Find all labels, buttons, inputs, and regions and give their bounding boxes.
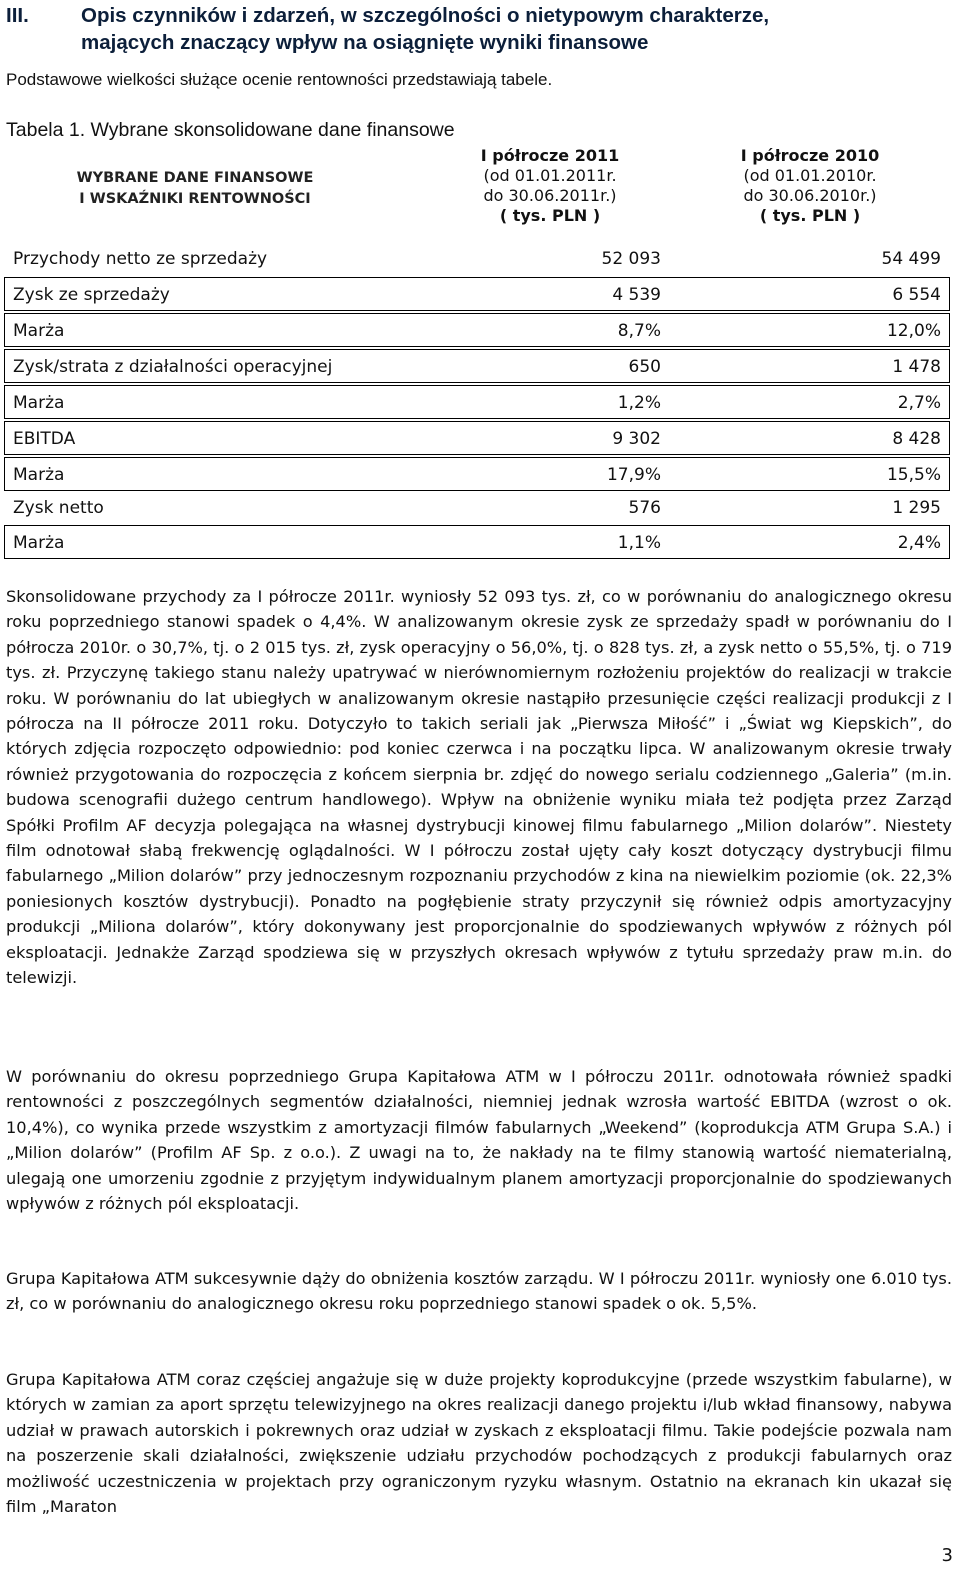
row-label: Zysk netto <box>13 498 104 518</box>
table-row <box>4 385 950 419</box>
column-2011-title: I półrocze 2011 <box>480 146 620 165</box>
table-row <box>4 490 950 524</box>
table-caption: Tabela 1. Wybrane skonsolidowane dane finansowe <box>6 119 455 141</box>
intro-text: Podstawowe wielkości służące ocenie rentowności przedstawiają tabele. <box>6 70 553 89</box>
paragraph-segment-profitability: W porównaniu do okresu poprzedniego Grupa Kapitałowa ATM w I półroczu 2011r. odnotowała również spadki rentowności z poszczególnych segmentów działalności, niemniej jednak wzrosła wartość EBITDA (wzrost o ok. 10,4%), co wynika przede wszystkim z amortyzacji filmów fabularnych „Weekend” (koprodukcja ATM Grupa S.A.) i „Milion dolarów” (Profilm AF Sp. z o.o.). Z uwagi na to, że nakłady na te filmy stanowią wartość niematerialną, ulegają one umorzeniu zgodnie z przyjętym indywidualnym planem amortyzacji proporcjonalnie do spodziewanych wpływów z różnych pól eksploatacji. <box>6 1067 952 1214</box>
row-label: Zysk ze sprzedaży <box>13 285 170 305</box>
table-row <box>4 525 950 559</box>
row-value-2010: 8 428 <box>892 429 941 449</box>
row-label: Marża <box>13 393 65 413</box>
head-label-line-1: WYBRANE DANE FINANSOWE <box>76 170 314 186</box>
column-2011-to: do 30.06.2011r.) <box>483 186 617 205</box>
column-2011-from: (od 01.01.2011r. <box>483 166 617 185</box>
row-value-2010: 12,0% <box>886 321 941 341</box>
table-row <box>4 277 950 311</box>
row-label: Marża <box>13 465 65 485</box>
paragraph-management-costs: Grupa Kapitałowa ATM sukcesywnie dąży do obniżenia kosztów zarządu. W I półroczu 2011r. wyniosły one 6.010 tys. zł, co w porównaniu do analogicznego okresu roku poprzedniego stanowi spadek o ok. 5,5%. <box>6 1269 952 1314</box>
section-title-line-1: Opis czynników i zdarzeń, w szczególności o nietypowym charakterze, <box>81 4 770 27</box>
row-value-2010: 2,7% <box>897 393 941 413</box>
table-row <box>4 313 950 347</box>
section-title-line-2: mających znaczący wpływ na osiągnięte wyniki finansowe <box>81 31 649 54</box>
row-label: Marża <box>13 321 65 341</box>
row-label: EBITDA <box>13 429 76 449</box>
column-header-2010 <box>700 146 920 226</box>
row-value-2011: 17,9% <box>606 465 661 485</box>
row-value-2010: 6 554 <box>892 285 941 305</box>
row-value-2011: 9 302 <box>612 429 661 449</box>
column-2010-title: I półrocze 2010 <box>740 146 880 165</box>
row-value-2011: 576 <box>628 498 661 518</box>
head-label-line-2: I WSKAŹNIKI RENTOWNOŚCI <box>79 191 311 207</box>
row-value-2011: 1,1% <box>617 533 661 553</box>
row-value-2011: 1,2% <box>617 393 661 413</box>
column-2010-to: do 30.06.2010r.) <box>743 186 877 205</box>
row-value-2010: 2,4% <box>897 533 941 553</box>
column-header-2011 <box>430 146 670 226</box>
column-2011-unit: ( tys. PLN ) <box>499 206 601 225</box>
row-value-2010: 15,5% <box>886 465 941 485</box>
table-row <box>4 421 950 455</box>
row-label: Zysk/strata z działalności operacyjnej <box>13 357 333 377</box>
row-label: Przychody netto ze sprzedaży <box>13 249 268 269</box>
column-2010-from: (od 01.01.2010r. <box>743 166 877 185</box>
row-value-2010: 54 499 <box>881 249 941 269</box>
row-value-2011: 52 093 <box>601 249 661 269</box>
row-value-2011: 650 <box>628 357 661 377</box>
row-value-2011: 4 539 <box>612 285 661 305</box>
row-value-2011: 8,7% <box>617 321 661 341</box>
column-2010-unit: ( tys. PLN ) <box>759 206 861 225</box>
section-number: III. <box>6 4 29 27</box>
paragraph-revenue-analysis: Skonsolidowane przychody za I półrocze 2011r. wyniosły 52 093 tys. zł, co w porównaniu do analogicznego okresu roku poprzedniego stanowi spadek o 4,4%. W analizowanym okresie zysk ze sprzedaży spadł w porównaniu do I półrocza 2010r. o 30,7%, tj. o 2 015 tys. zł, zysk operacyjny o 56,0%, tj. o 828 tys. zł, a zysk netto o 55,5%, tj. o 719 tys. zł. Przyczynę takiego stanu należy upatrywać w nierównomiernym rozłożeniu projektów do realizacji w trakcie roku. W porównaniu do lat ubiegłych w analizowanym okresie nastąpiło przesunięcie części realizacji produkcji z I półrocza na II półrocze 2011 roku. Dotyczyło to takich seriali jak „Pierwsza Miłość” i „Świat wg Kiepskich”, do których zdjęcia rozpoczęto odpowiednio: pod koniec czerwca i na początku lipca. W analizowanym okresie trwały również przygotowania do rozpoczęcia z końcem sierpnia br. zdjęć do nowego serialu codziennego „Galeria” (m.in. budowa scenografii dużego centrum handlowego). Wpływ na obniżenie wyniku miała też podjęta przez Zarząd Spółki Profilm AF decyzja polegająca na własnej dystrybucji kinowej filmu fabularnego „Milion dolarów”. Niestety film odnotował słabą frekwencję oglądalności. W I półroczu został ujęty cały koszt dotyczący dystrybucji filmu fabularnego „Milion dolarów” przy jednoczesnym rozpoznaniu przychodów z kina na niewielkim poziomie (ok. 22,3% poniesionych kosztów dystrybucji). Ponadto na pogłębienie straty przyczynił się również odpis amortyzacyjny produkcji „Miliona dolarów”, który dokonywany jest proporcjonalnie do spodziewanych wpływów z różnych pól eksploatacji. Jednakże Zarząd spodziewa się w przyszłych okresach wpływów z tytułu sprzedaży praw m.in. do telewizji. <box>6 587 952 988</box>
table-row <box>4 241 950 275</box>
table-row-header-label <box>40 168 350 210</box>
table-row <box>4 349 950 383</box>
table-row <box>4 457 950 491</box>
page-number: 3 <box>941 1545 953 1566</box>
paragraph-coproduction: Grupa Kapitałowa ATM coraz częściej angażuje się w duże projekty koprodukcyjne (przede wszystkim fabularne), w których w zamian za aport sprzętu telewizyjnego na okres realizacji danego projektu i/lub wkład finansowy, nabywa udział w prawach autorskich i pokrewnych oraz udział w zyskach z eksploatacji filmu. Takie podejście pozwala nam na poszerzenie skali działalności, zwiększenie udziału przychodów pochodzących z produkcji fabularnych oraz możliwość uczestniczenia w projektach przy ograniczonym ryzyku własnym. Ostatnio na ekranach kin ukazał się film „Maraton <box>6 1370 952 1517</box>
row-value-2010: 1 295 <box>892 498 941 518</box>
row-value-2010: 1 478 <box>892 357 941 377</box>
row-label: Marża <box>13 533 65 553</box>
